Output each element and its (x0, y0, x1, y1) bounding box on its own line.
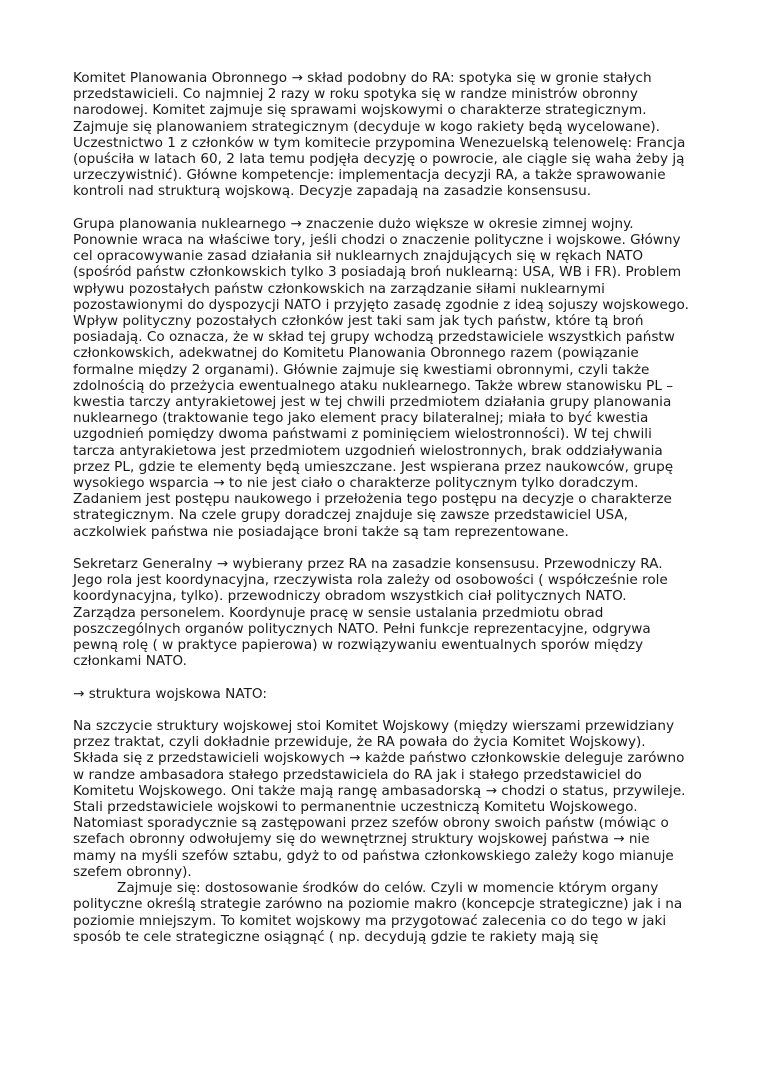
paragraph-spacer (73, 702, 693, 718)
paragraph-komitet-wojskowy: Na szczycie struktury wojskowej stoi Komitet Wojskowy (między wierszami przewidziany przez traktat, czyli dokładnie przewiduje, że RA powała do życia Komitet Wojskowy). Składa się z przedstawicieli wojskowych → każde państwo członkowskie deleguje zarówno w randze ambasadora stałego przedstawiciela do RA jak i stałego przedstawiciel do Komitetu Wojskowego. Oni także mają rangę ambasadorską → chodzi o status, przywileje. Stali przedstawiciele wojskowi to permanentnie uczestniczą Komitetu Wojskowego. Natomiast sporadycznie są zastępowani przez szefów obrony swoich państw (mówiąc o szefach obronny odwołujemy się do wewnętrznej struktury wojskowej państwa → nie mamy na myśli szefów sztabu, gdyż to od państwa członkowskiego zależy kogo mianuje szefem obronny). (73, 718, 686, 880)
paragraph-sekretarz-generalny: Sekretarz Generalny → wybierany przez RA na zasadzie konsensusu. Przewodniczy RA. Jego rola jest koordynacyjna, rzeczywista rola zależy od osobowości ( współcześnie role koordynacyjna, tylko). przewodniczy obradom wszystkich ciał politycznych NATO. Zarządza personelem. Koordynuje pracę w sensie ustalania przedmiotu obrad poszczególnych organów politycznych NATO. Pełni funkcje reprezentacyjne, odgrywa pewną rolę ( w praktyce papierowa) w rozwiązywaniu ewentualnych sporów między członkami NATO. (73, 556, 668, 670)
document-body (73, 70, 693, 945)
paragraph-grupa-planowania-nuklearnego: Grupa planowania nuklearnego → znaczenie dużo większe w okresie zimnej wojny. Ponownie wraca na właściwe tory, jeśli chodzi o znaczenie polityczne i wojskowe. Główny cel opracowywanie zasad działania sił nuklearnych znajdujących się w rękach NATO (spośród państw członkowskich tylko 3 posiadają broń nuklearną: USA, WB i FR). Problem wpływu pozostałych państw członkowskich na zarządzanie siłami nuklearnymi pozostawionymi do dyspozycji NATO i przyjęto zasadę zgodnie z ideą sojuszy wojskowego. Wpływ polityczny pozostałych członków jest taki sam jak tych państw, które tą broń posiadają. Co oznacza, że w skład tej grupy wchodzą przedstawiciele wszystkich państw członkowskich, adekwatnej do Komitetu Planowania Obronnego razem (powiązanie formalne między 2 organami). Głównie zajmuje się kwestiami obronnymi, czyli także zdolnością do przeżycia ewentualnego ataku nuklearnego. Także wbrew stanowisku PL – kwestia tarczy antyrakietowej jest w tej chwili przedmiotem działania grupy planowania nuklearnego (traktowanie tego jako element pracy bilateralnej; miała to być kwestia uzgodnień pomiędzy dwoma państwami z pominięciem wielostronności). W tej chwili tarcza antyrakietowa jest przedmiotem uzgodnień wielostronnych, brak oddziaływania przez PL, gdzie te elementy będą umieszczane. Jest wspierana przez naukowców, grupę wysokiego wsparcia → to nie jest ciało o charakterze politycznym tylko doradczym. Zadaniem jest postępu naukowego i przełożenia tego postępu na decyzje o charakterze strategicznym. Na czele grupy doradczej znajduje się zawsze przedstawiciel USA, aczkolwiek państwa nie posiadające broni także są tam reprezentowane. (73, 215, 689, 540)
section-heading-struktura-wojskowa: → struktura wojskowa NATO: (73, 685, 267, 702)
paragraph-spacer (73, 540, 693, 556)
paragraph-spacer (73, 200, 693, 216)
paragraph-spacer (73, 669, 693, 685)
paragraph-zajmuje-sie: Zajmuje się: dostosowanie środków do celów. Czyli w momencie którym organy polityczne określą strategie zarówno na poziomie makro (koncepcje strategiczne) jak i na poziomie mniejszym. To komitet wojskowy ma przygotować zalecenia co do tego w jaki sposób te cele strategiczne osiągnąć ( np. decydują gdzie te rakiety mają się (73, 880, 683, 945)
paragraph-komitet-planowania: Komitet Planowania Obronnego → skład podobny do RA: spotyka się w gronie stałych przedstawicieli. Co najmniej 2 razy w roku spotyka się w randze ministrów obronny narodowej. Komitet zajmuje się sprawami wojskowymi o charakterze strategicznym. Zajmuje się planowaniem strategicznym (decyduje w kogo rakiety będą wycelowane). Uczestnictwo 1 z członków w tym komitecie przypomina Wenezuelską telenowelę: Francja (opuściła w latach 60, 2 lata temu podjęła decyzję o powrocie, ale ciągle się waha żeby ją urzeczywistnić). Główne kompetencje: implementacja decyzji RA, a także sprawowanie kontroli nad strukturą wojskową. Decyzje zapadają na zasadzie konsensusu. (73, 70, 686, 200)
